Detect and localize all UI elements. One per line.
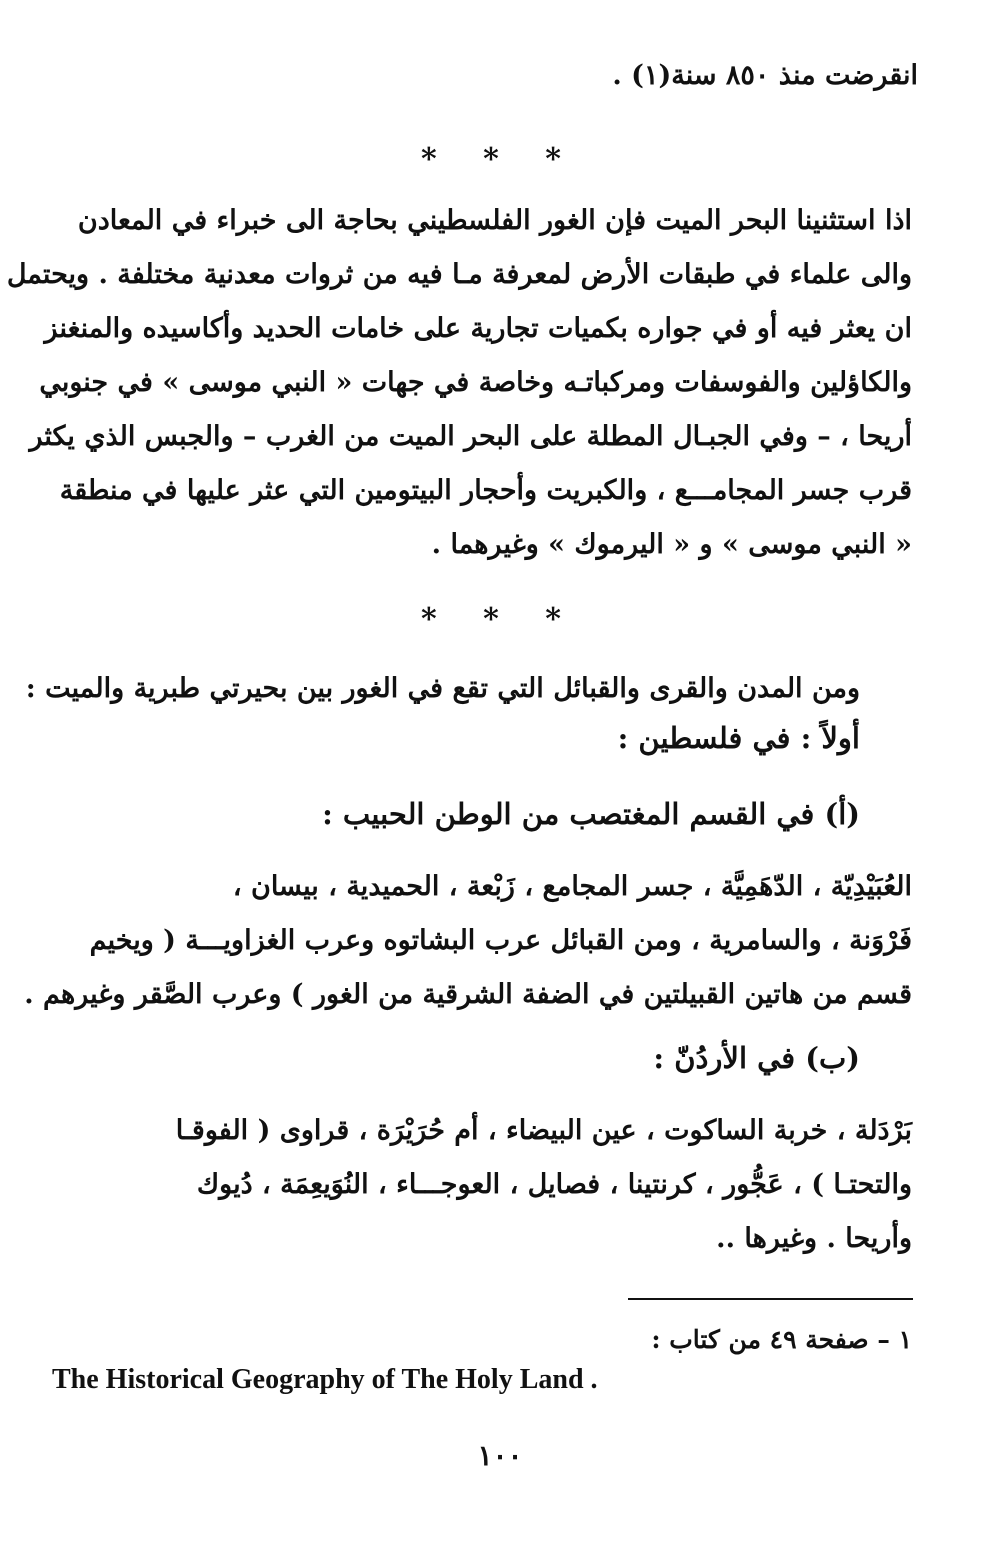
footnote-arabic: ١ – صفحة ٤٩ من كتاب : — [651, 1325, 912, 1354]
paragraph-line: العُبَيْدِيّة ، الدّهَمِيَّة ، جسر المجامع ، زَبْعة ، الحميدية ، بيسان ، — [232, 871, 912, 902]
section-separator-1: * * * — [421, 142, 579, 177]
paragraph-line: « النبي موسى » و « اليرموك » وغيرهما . — [431, 529, 912, 560]
page-number: ١٠٠ — [477, 1439, 523, 1472]
paragraph-line: قرب جسر المجامـــع ، والكبريت وأحجار البيتومين التي عثر عليها في منطقة — [59, 475, 912, 506]
heading-palestine: أولاً : في فلسطين : — [617, 721, 860, 755]
paragraph-line: والتحتـا ) ، عَجُّور ، كرنتينا ، فصايل ، العوجـــاء ، النُوَيعِمَة ، دُيوك — [196, 1169, 912, 1200]
paragraph-line: اذا استثنينا البحر الميت فإن الغور الفلسطيني بحاجة الى خبراء في المعادن — [77, 205, 912, 236]
intro-line: ومن المدن والقرى والقبائل التي تقع في الغور بين بحيرتي طبرية والميت : — [25, 673, 860, 704]
heading-occupied-section: (أ) في القسم المغتصب من الوطن الحبيب : — [322, 797, 860, 831]
paragraph-line: ان يعثر فيه أو في جواره بكميات تجارية على خامات الحديد وأكاسيده والمنغنز — [44, 313, 912, 344]
footnote-divider — [628, 1298, 913, 1300]
paragraph-line: بَرْدَلة ، خربة الساكوت ، عين البيضاء ، أم حُرَيْرَة ، قراوى ( الفوقـا — [175, 1115, 912, 1146]
paragraph-line: قسم من هاتين القبيلتين في الضفة الشرقية من الغور ) وعرب الصَّقر وغيرهم . — [24, 979, 912, 1010]
footnote-book-title: The Historical Geography of The Holy Land . — [52, 1364, 598, 1395]
continuation-line: انقرضت منذ ٨٥٠ سنة(١) . — [612, 60, 918, 91]
paragraph-line: والى علماء في طبقات الأرض لمعرفة مـا فيه من ثروات معدنية مختلفة . ويحتمل — [6, 259, 912, 290]
section-separator-2: * * * — [421, 602, 579, 637]
paragraph-line: وأريحا . وغيرها .. — [716, 1223, 912, 1254]
paragraph-line: أريحا ، – وفي الجبـال المطلة على البحر الميت من الغرب – والجبس الذي يكثر — [29, 421, 912, 452]
paragraph-jordan-places — [18, 1104, 912, 1266]
heading-jordan: (ب) في الأردُنّ : — [653, 1041, 860, 1075]
paragraph-line: والكاؤلين والفوسفات ومركباتـه وخاصة في جهات « النبي موسى » في جنوبي — [39, 367, 912, 398]
paragraph-palestine-places — [18, 860, 912, 1022]
paragraph-line: فَرْوَنة ، والسامرية ، ومن القبائل عرب البشاتوه وعرب الغزاويـــة ( ويخيم — [89, 925, 912, 956]
paragraph-minerals — [6, 194, 912, 572]
